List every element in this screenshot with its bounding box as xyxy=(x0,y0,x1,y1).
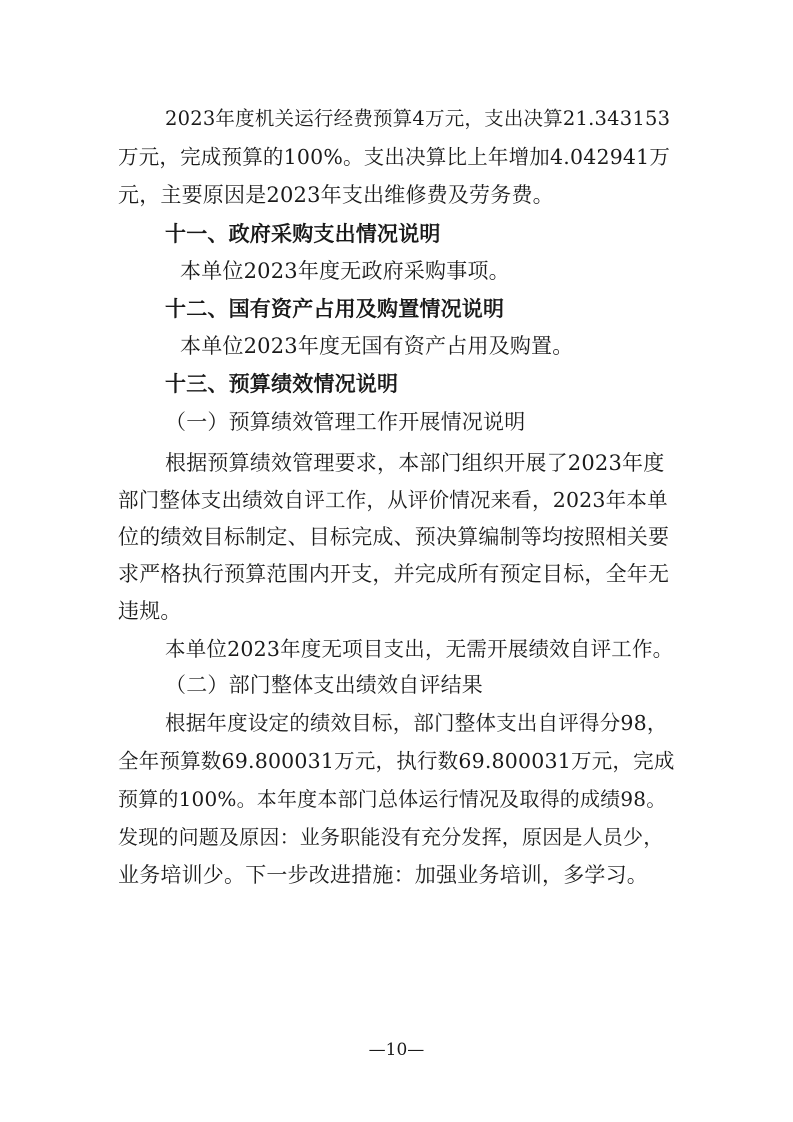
body-line: 根据年度设定的绩效目标，部门整体支出自评得分98， xyxy=(165,711,668,735)
section-heading-13: 十三、预算绩效情况说明 xyxy=(165,372,399,396)
page-number: —10— xyxy=(368,1040,425,1060)
body-line: 本单位2023年度无国有资产占用及购置。 xyxy=(180,334,574,358)
subsection-heading-1: （一）预算绩效管理工作开展情况说明 xyxy=(165,410,526,434)
body-line: 求严格执行预算范围内开支，并完成所有预定目标，全年无 xyxy=(118,562,670,586)
body-line: 预算的100%。本年度本部门总体运行情况及取得的成绩98。 xyxy=(118,787,667,811)
body-line: 2023年度机关运行经费预算4万元，支出决算21.343153 xyxy=(165,107,671,130)
body-line: 业务培训少。下一步改进措施：加强业务培训，多学习。 xyxy=(118,863,648,887)
body-line: 元，主要原因是2023年支出维修费及劳务费。 xyxy=(118,183,554,207)
body-line: 万元，完成预算的100%。支出决算比上年增加4.042941万 xyxy=(118,145,671,169)
section-heading-12: 十二、国有资产占用及购置情况说明 xyxy=(165,297,505,321)
section-heading-11: 十一、政府采购支出情况说明 xyxy=(165,222,441,246)
body-line: 本单位2023年度无项目支出，无需开展绩效自评工作。 xyxy=(165,637,674,661)
body-line: 根据预算绩效管理要求，本部门组织开展了2023年度 xyxy=(165,451,665,475)
body-line: 本单位2023年度无政府采购事项。 xyxy=(180,259,510,283)
body-line: 发现的问题及原因：业务职能没有充分发挥，原因是人员少， xyxy=(118,825,664,849)
body-line: 违规。 xyxy=(118,599,182,623)
body-line: 部门整体支出绩效自评工作，从评价情况来看，2023年本单 xyxy=(118,488,668,512)
body-line: 全年预算数69.800031万元，执行数69.800031万元，完成 xyxy=(118,749,675,773)
body-line: 位的绩效目标制定、目标完成、预决算编制等均按照相关要 xyxy=(118,525,670,549)
subsection-heading-2: （二）部门整体支出绩效自评结果 xyxy=(165,673,483,697)
